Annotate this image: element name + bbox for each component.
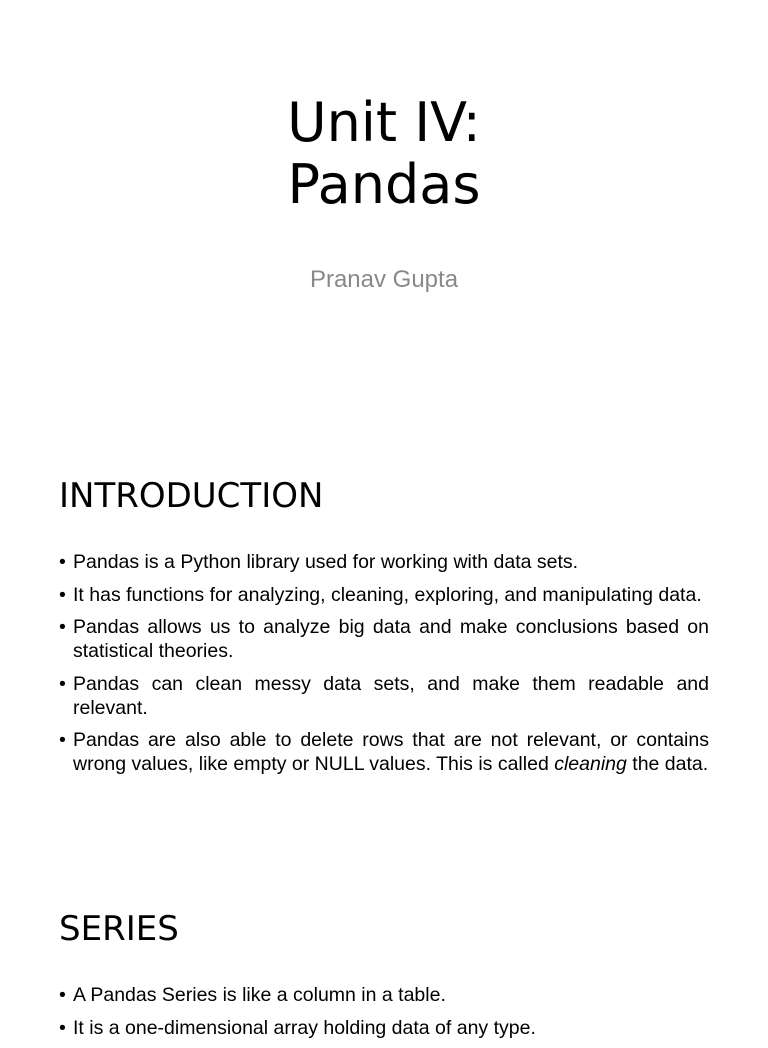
bullet-text: It has functions for analyzing, cleaning, exploring, and manipulating data. [73, 583, 702, 606]
series-heading: SERIES [59, 909, 179, 949]
list-item [59, 583, 709, 607]
list-item [59, 983, 709, 1007]
list-item [59, 550, 709, 574]
introduction-bullet-list [59, 550, 709, 785]
bullet-text: Pandas is a Python library used for working with data sets. [73, 551, 579, 573]
bullet-icon: • [59, 672, 66, 695]
author-subtitle: Pranav Gupta [309, 266, 459, 293]
list-item [59, 615, 709, 663]
emphasis-text: cleaning [554, 753, 627, 775]
slide-title [0, 92, 768, 216]
title-line-1: Unit IV: [287, 91, 481, 154]
title-slide [0, 0, 768, 430]
bullet-text: A Pandas Series is like a column in a table. [73, 984, 446, 1006]
bullet-text: Pandas can clean messy data sets, and make them readable and relevant. [73, 672, 709, 719]
bullet-icon: • [59, 583, 66, 606]
bullet-text: It is a one-dimensional array holding data of any type. [73, 1016, 536, 1039]
bullet-icon: • [59, 551, 66, 573]
list-item [59, 728, 709, 776]
bullet-text: Pandas allows us to analyze big data and make conclusions based on statistical theories. [73, 616, 709, 662]
bullet-text-before: Pandas are also able to delete rows that are not relevant, or contains wrong values, like empty or NULL values. This is called [73, 729, 709, 775]
bullet-icon: • [59, 1016, 66, 1039]
list-item [59, 672, 709, 720]
bullet-text-after: the data. [626, 753, 709, 775]
bullet-icon: • [59, 984, 66, 1006]
bullet-icon: • [59, 616, 66, 638]
title-line-2: Pandas [287, 153, 481, 216]
list-item [59, 1016, 709, 1040]
series-bullet-list [59, 983, 709, 1048]
introduction-heading: INTRODUCTION [59, 476, 324, 516]
bullet-icon: • [59, 729, 66, 751]
